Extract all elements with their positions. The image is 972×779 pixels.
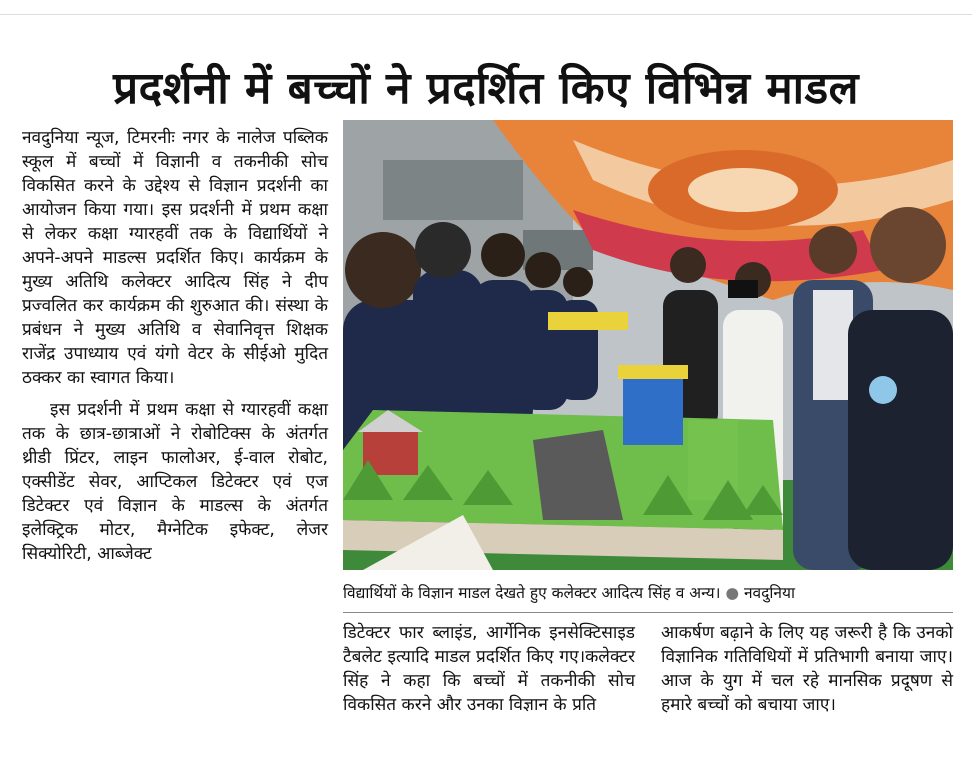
- top-rule: [0, 14, 972, 15]
- caption-text: विद्यार्थियों के विज्ञान माडल देखते हुए कलेक्टर आदित्य सिंह व अन्य।: [343, 584, 721, 602]
- article-column-2: [343, 621, 635, 717]
- caption-credit: नवदुनिया: [743, 584, 796, 602]
- bullet-icon: ●: [725, 584, 739, 602]
- paragraph-3: डिटेक्टर फार ब्लाइंड, आर्गेनिक इनसेक्टिसाइड टैबलेट इत्यादि माडल प्रदर्शित किए गए।कलेक्टर सिंह ने कहा कि बच्चों में तकनीकी सोच विकसित करने और उनका विज्ञान के प्रति: [343, 623, 635, 715]
- science-exhibition-photo: [343, 120, 953, 570]
- paragraph-2: इस प्रदर्शनी में प्रथम कक्षा से ग्यारहवीं कक्षा तक के छात्र-छात्राओं ने रोबोटिक्स के अंतर्गत थ्रीडी प्रिंटर, लाइन फालोअर, ई-वाल रोबोट, एक्सीडेंट सेवर, आप्टिकल डिटेक्टर एवं एज डिटेक्टर एवं विज्ञान के माडल्स के अंतर्गत इलेक्ट्रिक मोटर, मैग्नेटिक इफेक्ट, लेजर सिक्योरिटी, आब्जेक्ट: [22, 400, 328, 564]
- photo-caption: [343, 580, 953, 613]
- paragraph-4: आकर्षण बढ़ाने के लिए यह जरूरी है कि उनको विज्ञानिक गतिविधियों में प्रतिभागी बनाया जाए। आज के युग में चल रहे मानसिक प्रदूषण से हमारे बच्चों को बचाया जाए।: [661, 623, 953, 715]
- paragraph-1: नवदुनिया न्यूज, टिमरनीः नगर के नालेज पब्लिक स्कूल में बच्चों में विज्ञानी व तकनीकी सोच विकसित करने के उद्देश्य से विज्ञान प्रदर्शनी का आयोजन किया गया। इस प्रदर्शनी में प्रथम कक्षा से लेकर कक्षा ग्यारहवीं तक के विद्यार्थियों ने अपने-अपने माडल्स प्रदर्शित किए। कार्यक्रम के मुख्य अतिथि कलेक्टर आदित्य सिंह ने दीप प्रज्वलित कर कार्यक्रम की शुरुआत की। संस्था के प्रबंधन ने मुख्य अतिथि व सेवानिवृत्त शिक्षक राजेंद्र उपाध्याय एवं यंगो वेटर के सीईओ मुदित ठक्कर का स्वागत किया।: [22, 128, 328, 388]
- article-column-1: [22, 126, 328, 566]
- news-photo: [343, 120, 953, 570]
- article-column-3: [661, 621, 953, 717]
- headline: प्रदर्शनी में बच्चों ने प्रदर्शित किए विभिन्न माडल: [113, 63, 859, 115]
